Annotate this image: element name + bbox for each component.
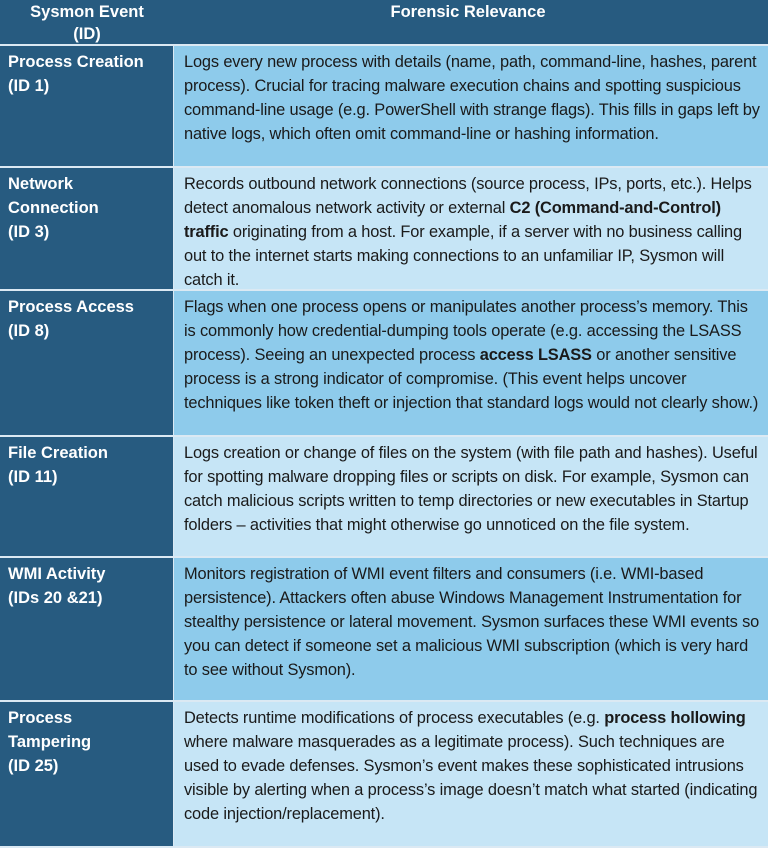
relevance-text: or another sensitive process is a strong indicator of compromise. (This event helps uncover techniques like token theft or injection that standard logs would not clearly show.) (184, 346, 759, 412)
relevance-text: Flags when one process opens or manipulates another process’s memory. This is commonly how credential-dumping tools operate (e.g. accessing the LSASS process). Seeing an unexpected process (184, 298, 748, 364)
event-cell-process-tampering (0, 702, 174, 848)
event-cell-process-creation (0, 46, 174, 168)
event-name: WMI Activity (8, 565, 106, 583)
relevance-emphasis: process hollowing (604, 709, 746, 727)
event-name-line-1: Process (8, 709, 73, 727)
event-id: (ID 11) (8, 468, 58, 486)
relevance-emphasis: access LSASS (479, 346, 592, 364)
event-id: (ID 25) (8, 757, 59, 775)
relevance-emphasis: C2 (Command-and-Control) traffic (184, 199, 721, 241)
relevance-text: Logs every new process with details (name, path, command-line, hashes, parent process). Crucial for tracing malware execution chains and spotting suspicious command-line usage (e.g. PowerShell with strange flags). This fills in gaps left by native logs, which often omit command-line or hashing information. (184, 53, 760, 143)
relevance-text: originating from a host. For example, if a server with no business calling out to the internet starts making connections to an unfamiliar IP, Sysmon will catch it. (184, 223, 742, 289)
header-relevance-label: Forensic Relevance (390, 3, 546, 21)
relevance-cell-process-tampering (174, 702, 768, 848)
relevance-text: Records outbound network connections (source process, IPs, ports, etc.). Helps detect anomalous network activity or external (184, 175, 752, 217)
header-event-line-1: Sysmon Event (30, 3, 144, 21)
event-id: (ID 8) (8, 322, 50, 340)
event-name: Process Access (8, 298, 134, 316)
event-cell-wmi-activity (0, 558, 174, 702)
event-name: File Creation (8, 444, 108, 462)
header-sysmon-event (0, 0, 174, 46)
relevance-text: where malware masquerades as a legitimate process). Such techniques are used to evade defenses. Sysmon’s event makes these sophisticated intrusions visible by alerting when a process’s image doesn’t match what started (indicating code injection/replacement). (184, 733, 758, 823)
relevance-cell-process-access (174, 291, 768, 437)
relevance-cell-network-connection (174, 168, 768, 291)
event-id: (ID 3) (8, 223, 50, 241)
header-forensic-relevance (174, 0, 768, 46)
event-name-line-1: Network (8, 175, 74, 193)
header-event-line-2: (ID) (73, 25, 101, 43)
event-name: Process Creation (8, 53, 144, 71)
relevance-cell-wmi-activity (174, 558, 768, 702)
event-name-line-2: Tampering (8, 733, 92, 751)
relevance-text: Detects runtime modifications of process executables (e.g. (184, 709, 605, 727)
relevance-text: Monitors registration of WMI event filters and consumers (i.e. WMI-based persistence). Attackers often abuse Windows Management Instrumentation for stealthy persistence or lateral movement. Sysmon surfaces these WMI events so you can detect if someone set a malicious WMI subscription (which is very hard to see without Sysmon). (184, 565, 760, 679)
event-name-line-2: Connection (8, 199, 99, 217)
event-id: (IDs 20 &21) (8, 589, 103, 607)
event-cell-process-access (0, 291, 174, 437)
event-cell-network-connection (0, 168, 174, 291)
event-id: (ID 1) (8, 77, 50, 95)
relevance-text: Logs creation or change of files on the system (with file path and hashes). Useful for spotting malware dropping files or scripts on disk. For example, Sysmon can catch malicious scripts written to temp directories or new executables in Startup folders – activities that might otherwise go unnoticed on the file system. (184, 444, 758, 534)
relevance-cell-file-creation (174, 437, 768, 558)
relevance-cell-process-creation (174, 46, 768, 168)
event-cell-file-creation (0, 437, 174, 558)
